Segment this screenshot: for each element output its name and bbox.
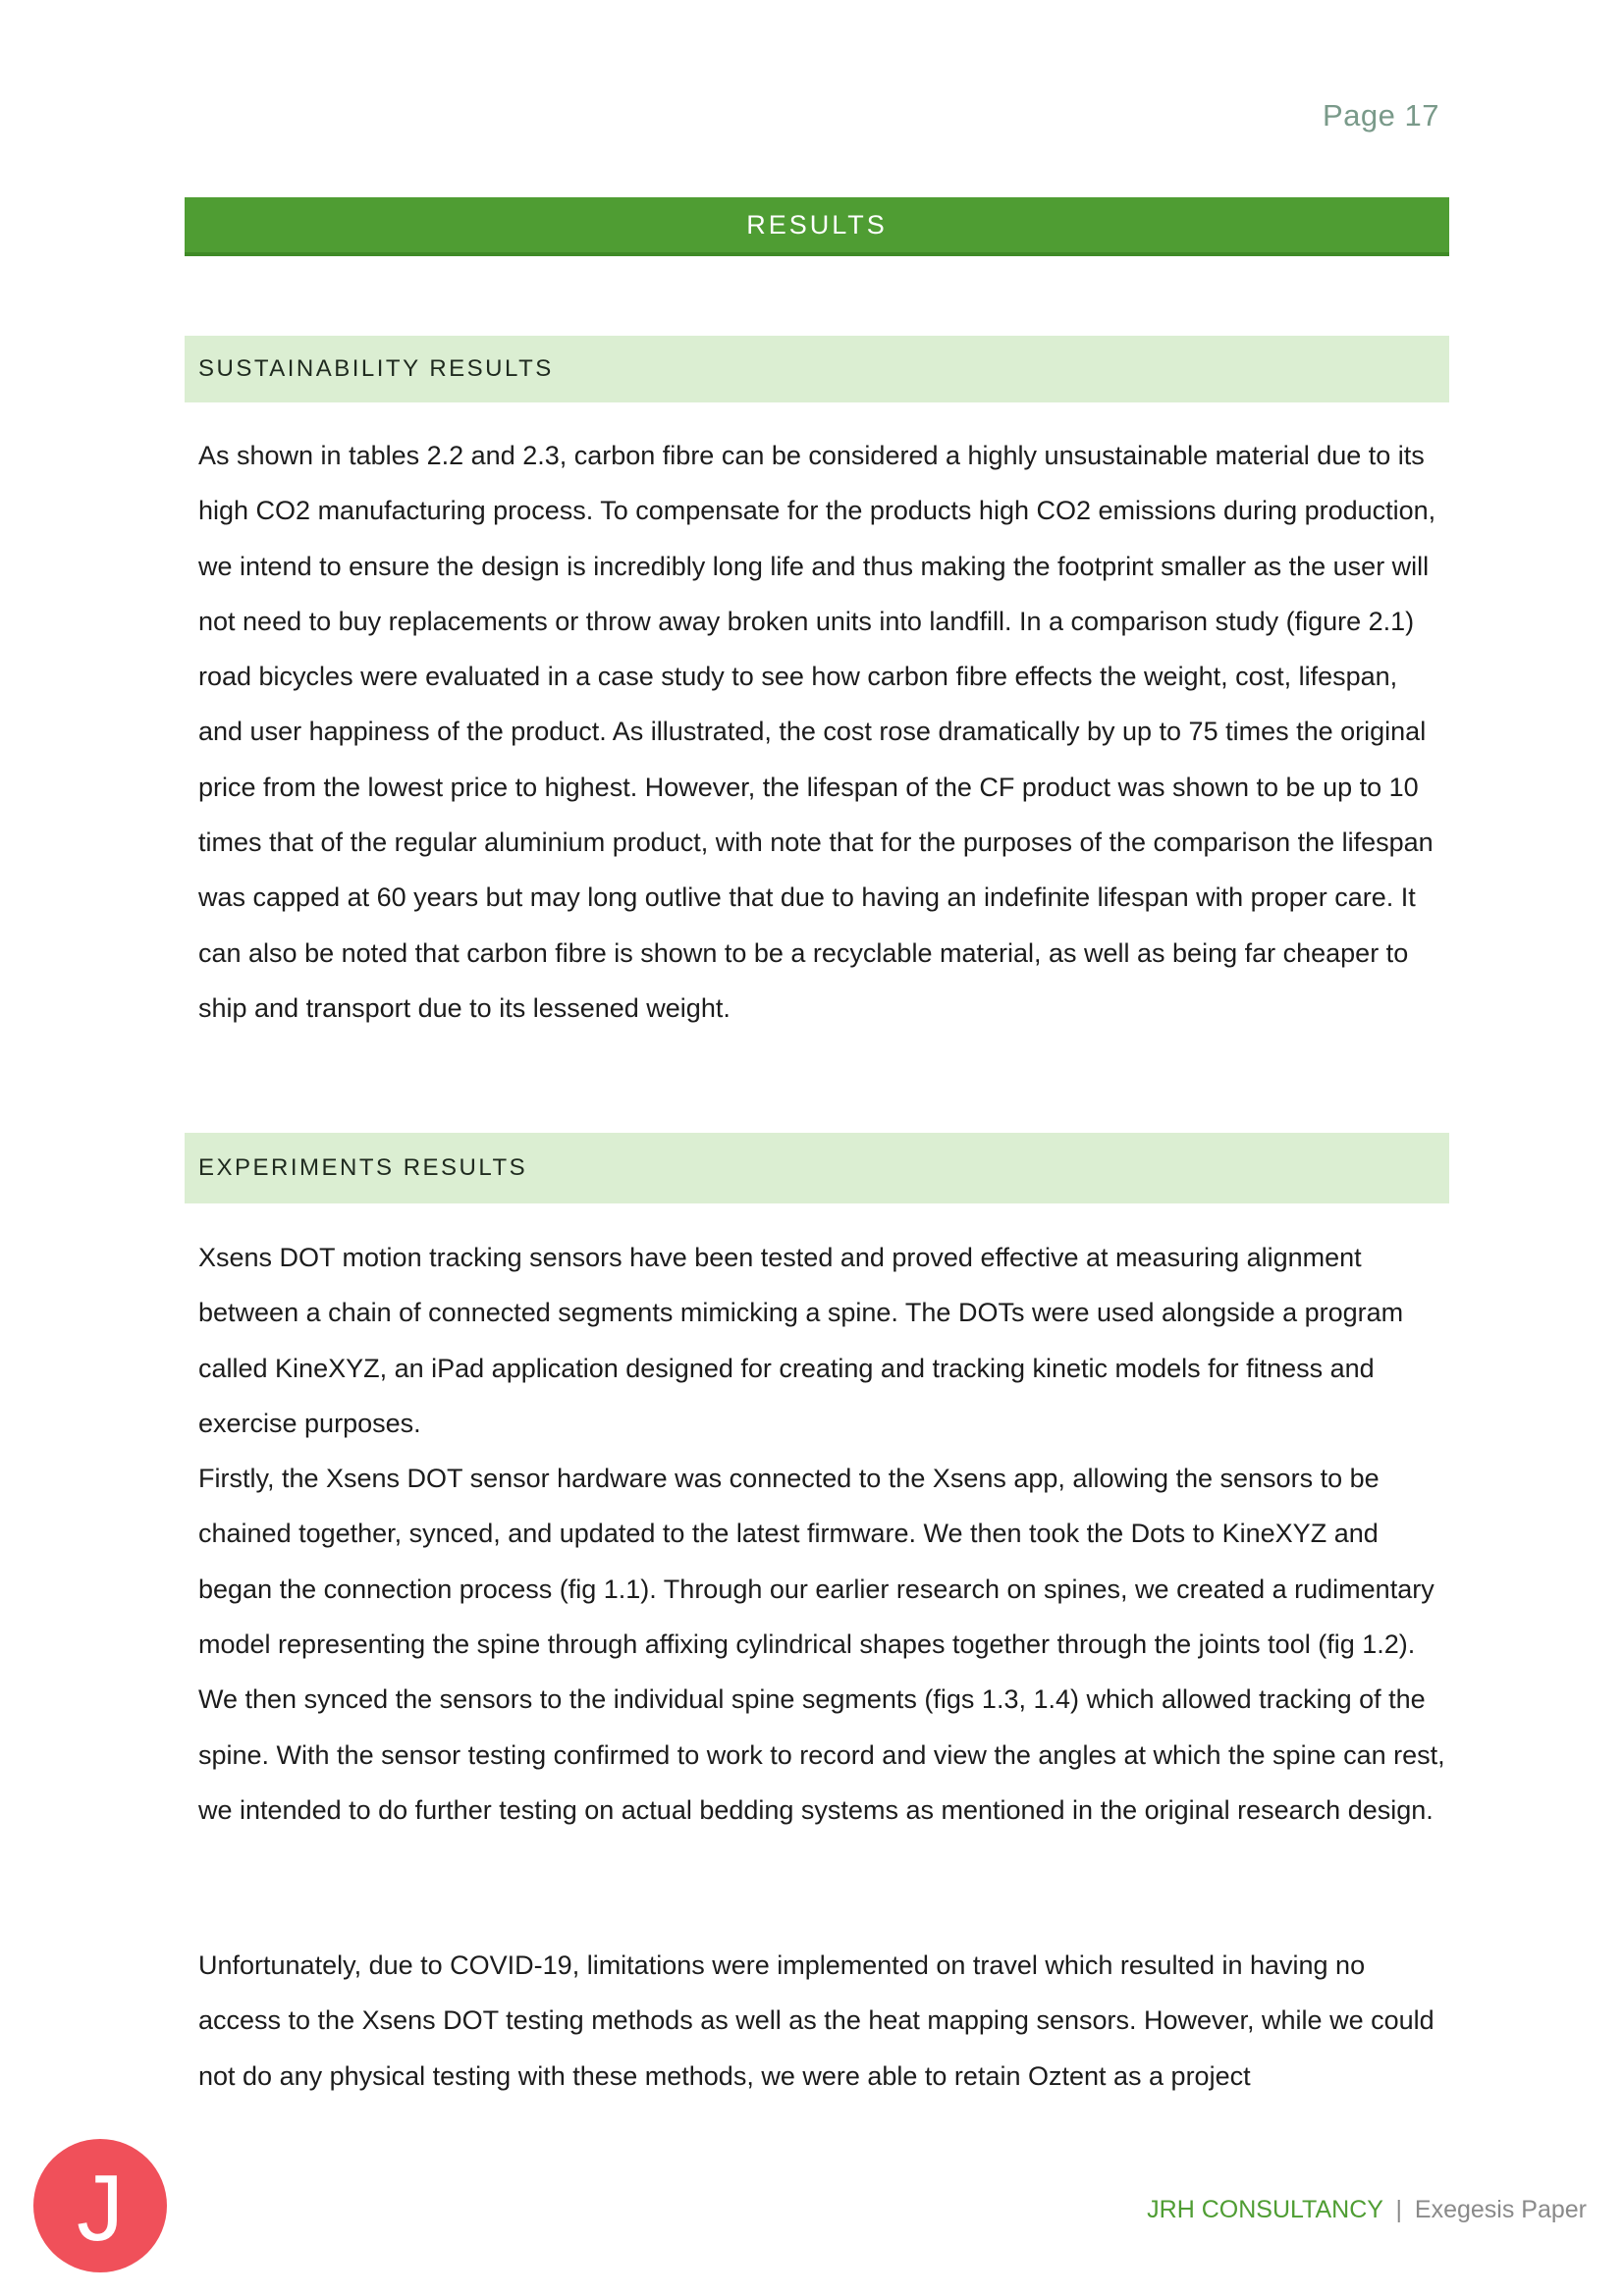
experiments-body: [198, 1230, 1445, 1838]
footer-doc-title: Exegesis Paper: [1414, 2196, 1587, 2223]
results-banner: [185, 197, 1449, 256]
banner-title: RESULTS: [746, 209, 888, 240]
experiments-body-continued: [198, 1938, 1445, 2104]
footer-brand: JRH CONSULTANCY: [1147, 2196, 1383, 2223]
paragraph: Firstly, the Xsens DOT sensor hardware was connected to the Xsens app, allowing the sensors to be chained together, synced, and updated to the latest firmware. We then took the Dots to KineXYZ and began the connection process (fig 1.1). Through our earlier research on spines, we created a rudimentary model representing the spine through affixing cylindrical shapes together through the joints tool (fig 1.2). We then synced the sensors to the individual spine segments (figs 1.3, 1.4) which allowed tracking of the spine. With the sensor testing confirmed to work to record and view the angles at which the spine can rest, we intended to do further testing on actual bedding systems as mentioned in the original research design.: [198, 1464, 1445, 1825]
company-logo: [33, 2139, 167, 2272]
paragraph: Unfortunately, due to COVID-19, limitations were implemented on travel which resulted in having no access to the Xsens DOT testing methods as well as the heat mapping sensors. However, while we could not do any physical testing with these methods, we were able to retain Oztent as a project: [198, 1950, 1435, 2091]
section-heading-label: SUSTAINABILITY RESULTS: [198, 355, 554, 382]
section-heading-experiments: [185, 1133, 1449, 1203]
footer: [1147, 2196, 1587, 2224]
sustainability-body: [198, 428, 1445, 1036]
section-heading-label: EXPERIMENTS RESULTS: [198, 1154, 528, 1181]
paragraph: Xsens DOT motion tracking sensors have been tested and proved effective at measuring alignment between a chain of connected segments mimicking a spine. The DOTs were used alongside a program called KineXYZ, an iPad application designed for creating and tracking kinetic models for fitness and exercise purposes.: [198, 1243, 1404, 1438]
section-heading-sustainability: [185, 336, 1449, 402]
logo-letter: J: [77, 2156, 124, 2261]
paragraph: As shown in tables 2.2 and 2.3, carbon fibre can be considered a highly unsustainable material due to its high CO2 manufacturing process. To compensate for the products high CO2 emissions during production, we intend to ensure the design is incredibly long life and thus making the footprint smaller as the user will not need to buy replacements or throw away broken units into landfill. In a comparison study (figure 2.1) road bicycles were evaluated in a case study to see how carbon fibre effects the weight, cost, lifespan, and user happiness of the product. As illustrated, the cost rose dramatically by up to 75 times the original price from the lowest price to highest. However, the lifespan of the CF product was shown to be up to 10 times that of the regular aluminium product, with note that for the purposes of the comparison the lifespan was capped at 60 years but may long outlive that due to having an indefinite lifespan with proper care. It can also be noted that carbon fibre is shown to be a recyclable material, as well as being far cheaper to ship and transport due to its lessened weight.: [198, 441, 1436, 1023]
page-number: Page 17: [1323, 98, 1439, 133]
footer-separator: |: [1395, 2196, 1402, 2223]
